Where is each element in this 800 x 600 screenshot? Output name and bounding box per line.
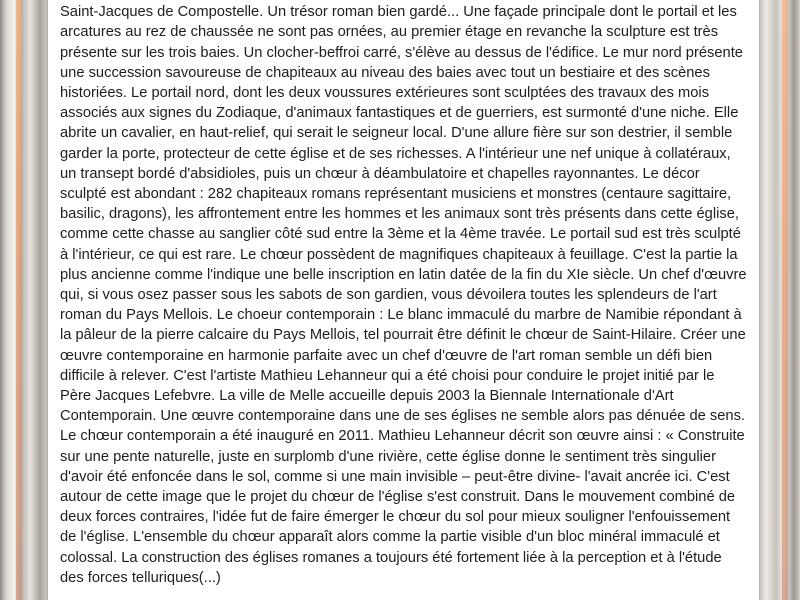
left-stone-pillar: [0, 0, 46, 600]
right-stone-pillar: [758, 0, 800, 600]
article-text: Saint-Jacques de Compostelle. Un trésor roman bien gardé... Une façade principale dont le portail et les arcatures au rez de chaussée ne sont pas ornées, au premier étage en revanche la sculpture est très présente sur les trois baies. Un clocher-beffroi carré, s'élève au dessus de l'édifice. Le mur nord présente une succession savoureuse de chapiteaux au niveau des baies avec tout un bestiaire et des scènes historiées. Le portail nord, dont les deux voussures extérieures sont sculptées des travaux des mois associés aux signes du Zodiaque, d'animaux fantastiques et de guerriers, est surmonté d'une niche. Elle abrite un cavalier, en haut-relief, qui serait le seigneur local. D'une allure fière sur son destrier, il semble garder la porte, protecteur de cette église et de ses richesses. A l'intérieur une nef unique à collatéraux, un transept bordé d'absidioles, puis un chœur à déambulatoire et chapelles rayonnantes. Le décor sculpté est abondant : 282 chapiteaux romans représentant musiciens et monstres (centaure sagittaire, basilic, dragons), les affrontement entre les hommes et les animaux sont très présents dans cette église, comme cette chasse au sanglier côté sud entre la 3ème et la 4ème travée. Le portail sud est très sculpté à l'intérieur, ce qui est rare. Le chœur possèdent de magnifiques chapiteaux à feuillage. C'est la partie la plus ancienne comme l'indique une belle inscription en latin datée de la fin du XIe siècle. Un chef d'œuvre qui, si vous osez passer sous les sabots de son gardien, vous dévoilera toutes les splendeurs de l'art roman du Pays Mellois. Le choeur contemporain : Le blanc immaculé du marbre de Namibie répondant à la pâleur de la pierre calcaire du Pays Mellois, tel pourrait être définit le chœur de Saint-Hilaire. Créer une œuvre contemporaine en harmonie parfaite avec un chef d'œuvre de l'art roman semble un défi bien difficile à relever. C'est l'artiste Mathieu Lehanneur qui a été choisi pour conduire le projet initié par le Père Jacques Lefebvre. La ville de Melle accueille depuis 2003 la Biennale Internationale d'Art Contemporain. Une œuvre contemporaine dans une de ses églises ne semble alors pas dénuée de sens. Le chœur contemporain a été inauguré en 2011. Mathieu Lehanneur décrit son œuvre ainsi : « Construite sur une pente naturelle, juste en surplomb d'une rivière, cette église donne le sentiment très singulier d'avoir été enfoncée dans le sol, comme si une main invisible – peut-être divine- l'avait ancrée ici. C'est autour de cette image que le projet du chœur de l'église s'est construit. Dans le mouvement combiné de deux forces contraires, l'idée fut de faire émerger le chœur du sol pour mieux souligner l'enfouissement de l'église. L'ensemble du chœur apparaît alors comme la partie visible d'un bloc minéral immaculé et colossal. La construction des églises romanes a toujours été fortement liée à la perception et à l'étude des forces telluriques(...): [60, 4, 747, 586]
text-panel: [48, 0, 759, 600]
left-pillar-highlight: [16, 0, 22, 600]
right-pillar-highlight: [782, 0, 788, 600]
